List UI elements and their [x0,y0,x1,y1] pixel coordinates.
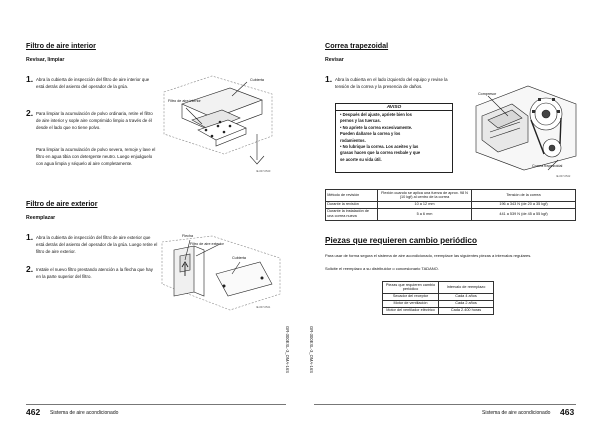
table-cell: Cada 2 años [439,300,494,307]
figure-code: IE-007-0542 [556,175,571,178]
step-number: 2. [26,264,34,274]
notice-line: se acorte su vida útil. [340,156,382,162]
right-page [300,0,600,425]
page-number: 462 [26,407,41,417]
figure-label-cover: Cubierta [250,78,264,82]
notice-line: pernos y las tuercas. [340,118,381,124]
table-row [326,208,576,220]
table-cell: Durante la instalación de una correa nueva [326,208,378,220]
step-text: Abra la cubierta en el lado izquierdo del equipo y revise la tensión de la correa y la presencia de daños. [335,77,448,90]
notice-list [336,111,452,164]
side-document-code: GR-300EXL-3_OMA-16S [285,326,290,374]
table-cell: Motor de ventilación [383,300,439,307]
table-row [383,300,494,307]
table-header-cell: Piezas que requieren cambio periódico [383,282,439,294]
footer-rule [26,404,286,405]
page-number: 463 [560,407,575,417]
step-text: Abra la cubierta de inspección del filtro de aire exterior que está detrás del asiento del operador de la grúa. Luego retire el filtro de aire exterior. [36,235,158,255]
inner-filter-figure [162,74,280,172]
table-header-cell: Flexión cuando se aplica una fuerza de aprox. 98 N (10 kgf) al centro de la correa [378,190,472,202]
table-cell: Motor del ventilador eléctrico [383,307,439,314]
table-cell: Secador del receptor [383,293,439,300]
section-title-outer-filter: Filtro de aire exterior [26,199,98,208]
table-header-row [326,190,576,202]
table-row [383,293,494,300]
table-cell: 10 a 12 mm [378,201,472,208]
table-cell: Cada 4 años [439,293,494,300]
figure-label-v-belt: Correa trapezoidal [532,164,563,168]
paragraph-text: Solicite el reemplazo a su distribuidor o concesionario TADANO. [325,266,439,271]
section-subtitle-check-clean: Revisar, limpiar [26,57,65,63]
notice-line: Pueden dañarse la correa y los [340,131,401,137]
notice-line: rodamientos. [340,137,366,143]
footer-rule [314,404,576,405]
table-cell: Durante la revisión [326,201,378,208]
table-row [383,307,494,314]
section-title-v-belt: Correa trapezoidal [325,41,389,50]
figure-label-outer-filter: Filtro de aire exterior [190,242,224,246]
figure-code: IE-007-0540 [256,170,271,173]
paragraph-text: Para usar de forma segura el sistema de aire acondicionado, reemplace las siguientes piezas a intervalos regulares. [325,253,532,258]
step-number: 2. [26,108,34,118]
step-text: Abra la cubierta de inspección del filtro de aire interior que está detrás del asiento del operador de la grúa. [36,77,150,90]
notice-title: AVISO [336,104,452,111]
step-text: Instale el nuevo filtro prestando atención a la flecha que hay en la parte superior del filtro. [36,267,153,280]
table-cell: Cada 2.400 horas [439,307,494,314]
step-number: 1. [325,74,333,84]
belt-tension-table [325,189,576,221]
table-row [326,201,576,208]
footer-text: Sistema de aire acondicionado [50,410,119,416]
step-text: Para limpiar la acumulación de polvo severa, remoje y lave el filtro en agua tibia con detergente neutro. Luego enjuáguelo con agua limpia y séquelo al aire completamente. [36,147,156,167]
section-title-inner-filter: Filtro de aire interior [26,41,96,50]
section-title-periodic-parts: Piezas que requieren cambio periódico [325,236,477,245]
notice-line: • Después del ajuste, apriete bien los [340,112,412,117]
figure-code: IE-007-0541 [256,306,271,309]
notice-line: grasas hacen que la correa resbale y que [340,150,421,156]
footer-text: Sistema de aire acondicionado [482,410,551,416]
notice-box [335,103,453,173]
table-header-cell: Intervalo de reemplazo [439,282,494,294]
figure-label-inner-filter: Filtro de aire interior [168,99,201,103]
compressor-belt-figure [468,76,580,172]
figure-label-cover: Cubierta [232,256,246,260]
table-cell: 5 a 6 mm [378,208,472,220]
table-cell: 441 a 539 N (de 45 a 55 kgf) [472,208,576,220]
notice-line: • No apriete la correa excesivamente. [340,124,413,130]
section-subtitle-check: Revisar [325,57,344,63]
section-subtitle-replace: Reemplazar [26,215,56,221]
step-text: Para limpiar la acumulación de polvo ordinaria, retire el filtro de aire interior y sople aire comprimido limpio a través de él desde el lado que no tiene polvo. [36,111,153,131]
table-header-cell: Método de revisión [326,190,378,202]
periodic-parts-table [382,281,494,315]
figure-label-compressor: Compresor [478,92,497,96]
table-header-row [383,282,494,294]
table-header-cell: Tensión de la correa [472,190,576,202]
notice-line: • No lubrique la correa. Los aceites y las [340,144,419,150]
side-document-code: GR-300EXL-3_OMA-16S [309,326,314,374]
figure-label-arrow: Flecha [182,234,194,238]
table-cell: 196 a 343 N (de 20 a 35 kgf) [472,201,576,208]
step-number: 1. [26,232,34,242]
step-number: 1. [26,74,34,84]
